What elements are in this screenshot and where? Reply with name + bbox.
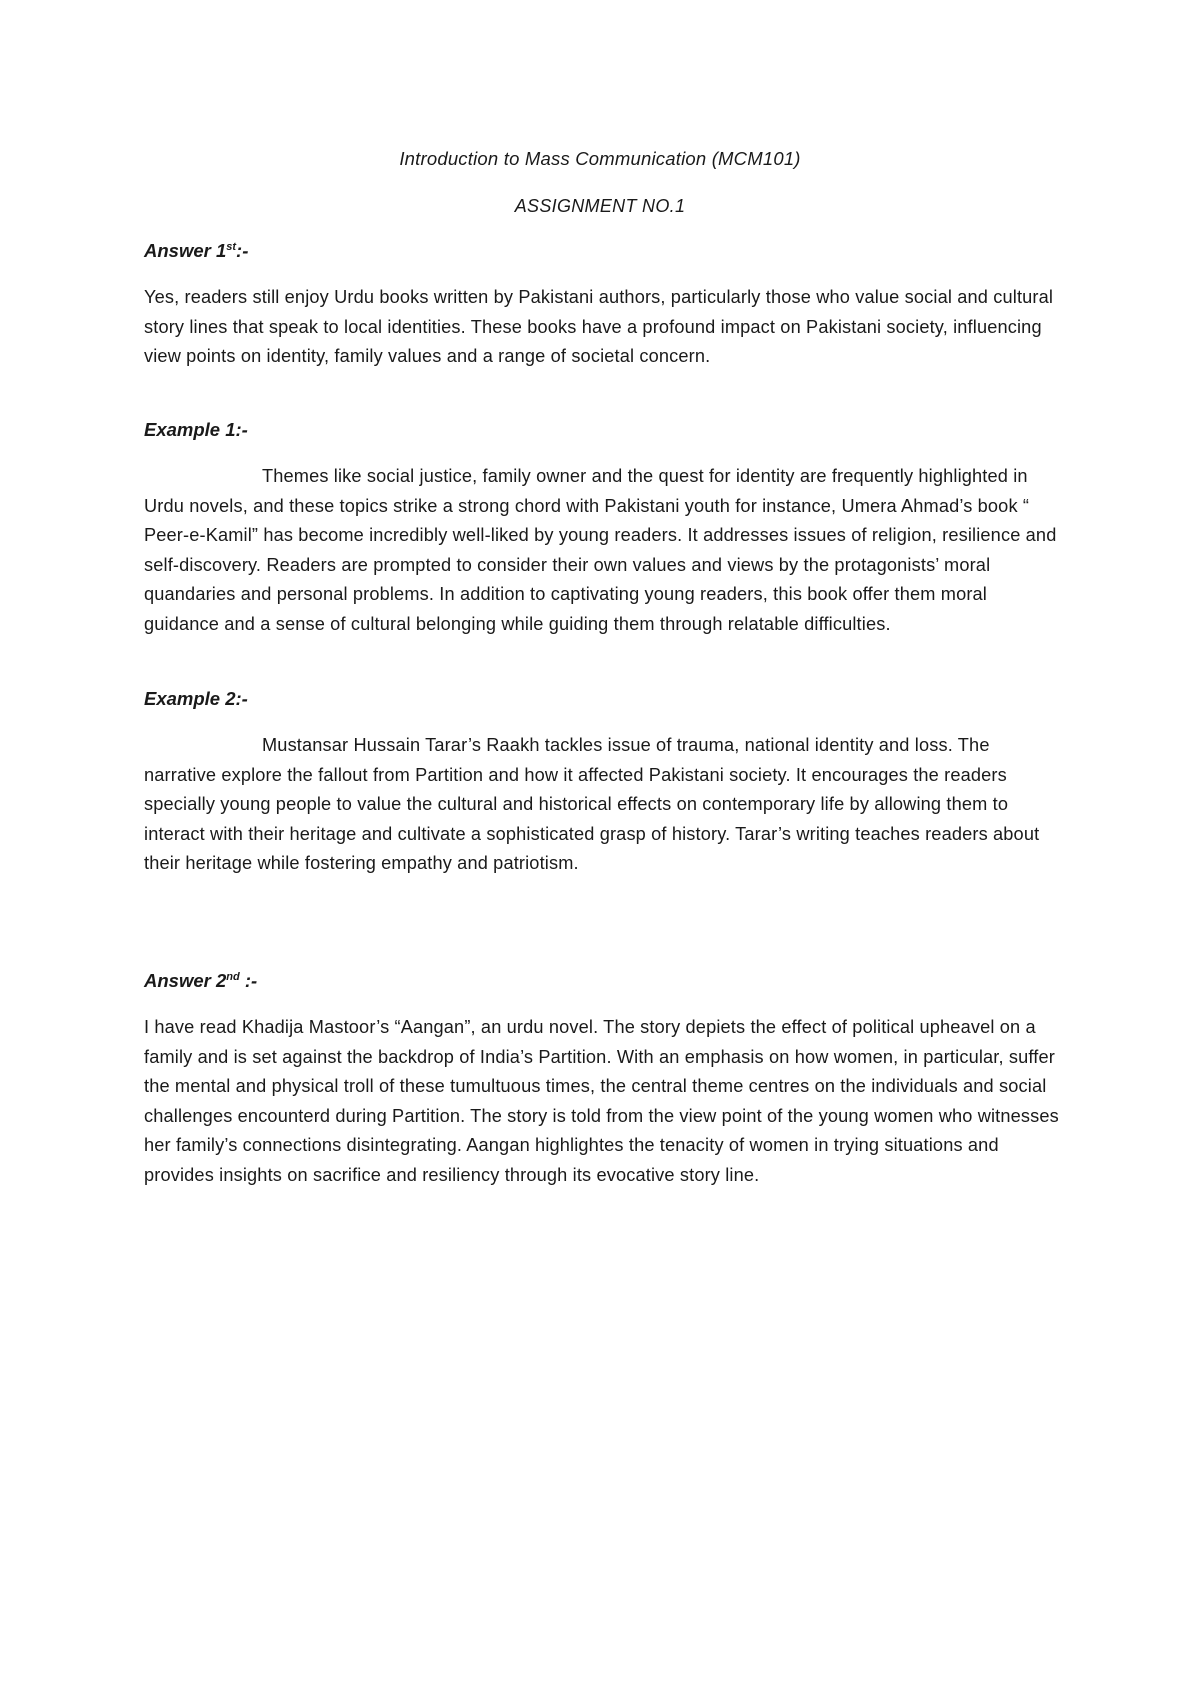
answer-2-heading-ordinal: nd [226,970,240,983]
assignment-number: ASSIGNMENT NO.1 [514,196,686,216]
answer-1-heading-label: Answer 1 [144,240,227,261]
answer-1-intro: Yes, readers still enjoy Urdu books written by Pakistani authors, particularly those who value social and cultural story lines that speak to local identities. These books have a profound impact on Pakistani society, influencing view points on identity, family values and a range of societal concern. [144,287,1054,366]
answer-2-heading-label: Answer 2 [144,970,227,991]
answer-2-heading-suffix: :- [239,970,258,991]
answer-2-heading [144,970,1064,992]
answer-2-heading-block [144,970,1064,992]
answer-2-text: I have read Khadija Mastoor’s “Aangan”, an urdu novel. The story depiets the effect of political upheavel on a family and is set against the backdrop of India’s Partition. With an emphasis on how women, in particular, suffer the mental and physical troll of these tumultuous times, the central theme centres on the individuals and social challenges encounterd during Partition. The story is told from the view point of the young women who witnesses her family’s connections disintegrating. Aangan highlightes the tenacity of women in trying situations and provides insights on sacrifice and resiliency through its evocative story line. [144,1017,1059,1185]
example-2-text: Mustansar Hussain Tarar’s Raakh tackles issue of trauma, national identity and loss. The narrative explore the fallout from Partition and how it affected Pakistani society. It encourages the readers specially young people to value the cultural and historical effects on contemporary life by allowing them to interact with their heritage and cultivate a sophisticated grasp of history. Tarar’s writing teaches readers about their heritage while fostering empathy and patriotism. [144,735,1040,873]
answer-1-heading-ordinal: st [226,240,237,253]
document-title: Introduction to Mass Communication (MCM101) [399,148,801,169]
example-1-text: Themes like social justice, family owner and the quest for identity are frequently highlighted in Urdu novels, and these topics strike a strong chord with Pakistani youth for instance, Umera Ahmad’s book “ Peer-e-Kamil” has become incredibly well-liked by young readers. It addresses issues of religion, resilience and self-discovery. Readers are prompted to consider their own values and views by the protagonists’ moral quandaries and personal problems. In addition to captivating young readers, this book offer them moral guidance and a sense of cultural belonging while guiding them through relatable difficulties. [144,466,1057,634]
example-2-heading: Example 2:- [144,688,248,709]
answer-1-heading [144,240,1064,262]
example-2-heading-block [144,688,1064,710]
answer-1-heading-suffix: :- [236,240,249,261]
example-1-heading-block [144,419,1064,441]
answer-2-block [144,1013,1064,1190]
answer-1-heading-block [144,240,1064,262]
answer-1-intro-block [144,283,1064,372]
example-2-block [144,731,1064,879]
example-1-block [144,462,1064,639]
example-1-heading: Example 1:- [144,419,248,440]
